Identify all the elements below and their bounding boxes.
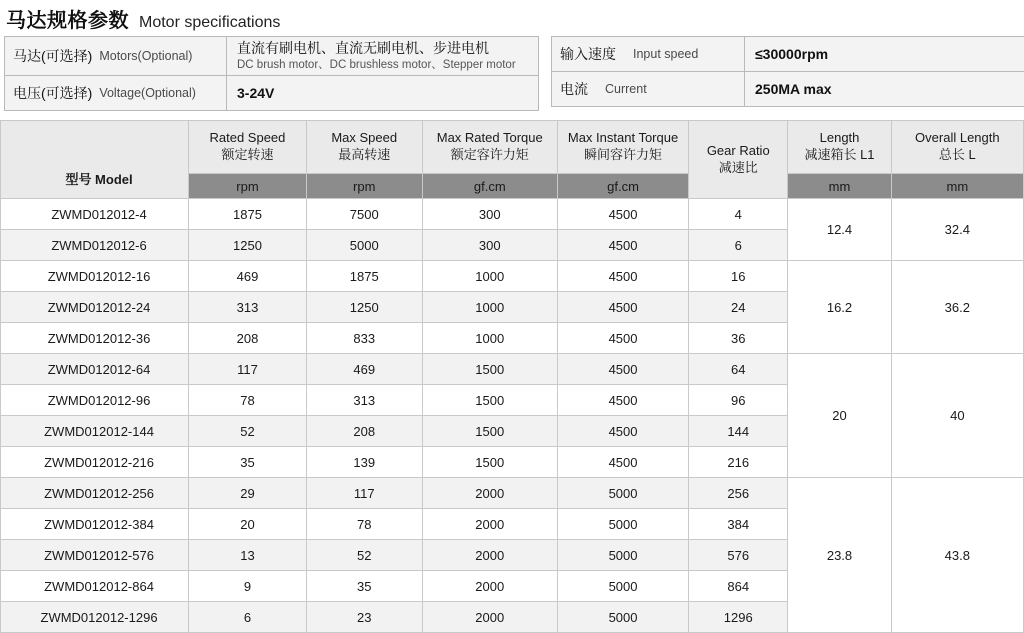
table-row <box>1 199 1024 230</box>
spec-value-input-speed: ≤30000rpm <box>755 46 829 62</box>
column-header-max-rated-torque-cn: 额定容许力矩 <box>450 147 529 162</box>
cell-gear-ratio: 16 <box>689 261 788 292</box>
cell-max-rated-torque: 300 <box>422 230 557 261</box>
cell-model: ZWMD012012-216 <box>1 447 189 478</box>
cell-max-rated-torque: 300 <box>422 199 557 230</box>
cell-model: ZWMD012012-16 <box>1 261 189 292</box>
column-header-max-speed <box>306 121 422 174</box>
unit-max-speed: rpm <box>306 174 422 199</box>
column-header-max-speed-cn: 最高转速 <box>338 147 391 162</box>
column-header-max-rated-torque-en: Max Rated Torque <box>436 130 543 146</box>
cell-gear-ratio: 6 <box>689 230 788 261</box>
spec-table-right <box>551 36 1024 107</box>
cell-max-speed: 833 <box>306 323 422 354</box>
cell-max-instant-torque: 5000 <box>557 571 688 602</box>
cell-gear-ratio: 64 <box>689 354 788 385</box>
cell-max-rated-torque: 1000 <box>422 292 557 323</box>
spec-value-motors-cn: 直流有刷电机、直流无刷电机、步进电机 <box>237 40 489 56</box>
cell-max-instant-torque: 5000 <box>557 478 688 509</box>
cell-max-rated-torque: 1500 <box>422 354 557 385</box>
cell-max-rated-torque: 2000 <box>422 478 557 509</box>
cell-max-instant-torque: 4500 <box>557 292 688 323</box>
cell-max-rated-torque: 2000 <box>422 571 557 602</box>
unit-length: mm <box>788 174 891 199</box>
cell-max-instant-torque: 4500 <box>557 199 688 230</box>
cell-max-rated-torque: 1500 <box>422 416 557 447</box>
column-header-length-cn: 减速箱长 L1 <box>804 147 875 162</box>
cell-rated-speed: 1250 <box>189 230 307 261</box>
column-header-overall-length-en: Overall Length <box>915 130 1000 146</box>
cell-rated-speed: 20 <box>189 509 307 540</box>
cell-rated-speed: 117 <box>189 354 307 385</box>
cell-length: 12.4 <box>788 199 891 261</box>
column-header-max-rated-torque <box>422 121 557 174</box>
column-header-max-instant-torque <box>557 121 688 174</box>
spec-label-motors <box>5 37 227 75</box>
cell-max-instant-torque: 5000 <box>557 540 688 571</box>
spec-label-input-speed-cn: 输入速度 <box>560 46 616 62</box>
cell-model: ZWMD012012-24 <box>1 292 189 323</box>
cell-model: ZWMD012012-864 <box>1 571 189 602</box>
column-header-overall-length <box>891 121 1023 174</box>
cell-model: ZWMD012012-576 <box>1 540 189 571</box>
cell-length: 16.2 <box>788 261 891 354</box>
cell-overall-length: 36.2 <box>891 261 1023 354</box>
column-header-max-speed-en: Max Speed <box>331 130 398 146</box>
spec-row-voltage <box>5 76 538 111</box>
table-header-row-titles <box>1 121 1024 174</box>
cell-rated-speed: 469 <box>189 261 307 292</box>
unit-max-instant-torque: gf.cm <box>557 174 688 199</box>
cell-max-speed: 313 <box>306 385 422 416</box>
cell-model: ZWMD012012-144 <box>1 416 189 447</box>
column-header-model: 型号 Model <box>1 121 189 199</box>
cell-max-instant-torque: 5000 <box>557 602 688 633</box>
cell-max-speed: 7500 <box>306 199 422 230</box>
cell-max-instant-torque: 5000 <box>557 509 688 540</box>
cell-gear-ratio: 24 <box>689 292 788 323</box>
spec-label-motors-en: Motors(Optional) <box>99 48 193 63</box>
column-header-max-instant-torque-cn: 瞬间容许力矩 <box>584 147 663 162</box>
table-row <box>1 478 1024 509</box>
cell-gear-ratio: 144 <box>689 416 788 447</box>
cell-length: 23.8 <box>788 478 891 633</box>
cell-max-rated-torque: 1500 <box>422 447 557 478</box>
cell-model: ZWMD012012-6 <box>1 230 189 261</box>
spec-row-input-speed <box>552 37 1024 72</box>
cell-gear-ratio: 864 <box>689 571 788 602</box>
spec-table-left <box>4 36 539 111</box>
spec-label-voltage <box>5 76 227 110</box>
column-header-length-en: Length <box>819 130 860 146</box>
column-header-gear-ratio-en: Gear Ratio <box>706 142 770 158</box>
motor-model-table <box>0 120 1024 633</box>
cell-gear-ratio: 216 <box>689 447 788 478</box>
spec-value-voltage: 3-24V <box>237 84 275 101</box>
cell-gear-ratio: 576 <box>689 540 788 571</box>
column-header-gear-ratio <box>689 121 788 199</box>
cell-max-instant-torque: 4500 <box>557 416 688 447</box>
cell-max-rated-torque: 2000 <box>422 602 557 633</box>
cell-max-speed: 208 <box>306 416 422 447</box>
cell-max-speed: 23 <box>306 602 422 633</box>
unit-rated-speed: rpm <box>189 174 307 199</box>
cell-max-speed: 469 <box>306 354 422 385</box>
cell-max-speed: 117 <box>306 478 422 509</box>
cell-overall-length: 40 <box>891 354 1023 478</box>
spec-label-current-cn: 电流 <box>560 81 588 97</box>
cell-max-instant-torque: 4500 <box>557 230 688 261</box>
cell-max-instant-torque: 4500 <box>557 385 688 416</box>
cell-rated-speed: 208 <box>189 323 307 354</box>
cell-max-speed: 1875 <box>306 261 422 292</box>
cell-model: ZWMD012012-64 <box>1 354 189 385</box>
table-body <box>1 199 1024 633</box>
table-row <box>1 261 1024 292</box>
column-header-max-instant-torque-en: Max Instant Torque <box>567 130 679 146</box>
cell-max-speed: 52 <box>306 540 422 571</box>
cell-gear-ratio: 1296 <box>689 602 788 633</box>
spec-label-input-speed <box>552 37 745 71</box>
cell-rated-speed: 13 <box>189 540 307 571</box>
cell-length: 20 <box>788 354 891 478</box>
cell-gear-ratio: 384 <box>689 509 788 540</box>
cell-gear-ratio: 36 <box>689 323 788 354</box>
column-header-rated-speed-en: Rated Speed <box>209 130 286 146</box>
page-title-en: Motor specifications <box>139 14 281 31</box>
cell-gear-ratio: 4 <box>689 199 788 230</box>
cell-max-instant-torque: 4500 <box>557 261 688 292</box>
unit-overall-length: mm <box>891 174 1023 199</box>
unit-max-rated-torque: gf.cm <box>422 174 557 199</box>
spec-label-current-en: Current <box>605 82 647 96</box>
cell-model: ZWMD012012-256 <box>1 478 189 509</box>
spec-row-motors <box>5 37 538 76</box>
cell-model: ZWMD012012-384 <box>1 509 189 540</box>
cell-max-rated-torque: 1000 <box>422 323 557 354</box>
cell-model: ZWMD012012-36 <box>1 323 189 354</box>
cell-rated-speed: 9 <box>189 571 307 602</box>
spec-row-current <box>552 72 1024 107</box>
cell-model: ZWMD012012-1296 <box>1 602 189 633</box>
cell-rated-speed: 35 <box>189 447 307 478</box>
cell-max-speed: 139 <box>306 447 422 478</box>
cell-overall-length: 32.4 <box>891 199 1023 261</box>
column-header-overall-length-cn: 总长 L <box>938 147 976 162</box>
page-title-cn: 马达规格参数 <box>6 10 129 32</box>
cell-model: ZWMD012012-96 <box>1 385 189 416</box>
cell-rated-speed: 1875 <box>189 199 307 230</box>
spec-label-input-speed-en: Input speed <box>633 47 699 61</box>
cell-max-instant-torque: 4500 <box>557 323 688 354</box>
cell-max-speed: 78 <box>306 509 422 540</box>
cell-max-instant-torque: 4500 <box>557 354 688 385</box>
cell-rated-speed: 78 <box>189 385 307 416</box>
spec-label-voltage-en: Voltage(Optional) <box>99 85 196 100</box>
table-row <box>1 354 1024 385</box>
cell-rated-speed: 52 <box>189 416 307 447</box>
cell-max-speed: 1250 <box>306 292 422 323</box>
cell-max-rated-torque: 2000 <box>422 509 557 540</box>
cell-gear-ratio: 256 <box>689 478 788 509</box>
spec-value-motors <box>227 37 538 75</box>
column-header-rated-speed-cn: 额定转速 <box>221 147 274 162</box>
cell-rated-speed: 29 <box>189 478 307 509</box>
spec-label-current <box>552 72 745 106</box>
spec-value-current: 250MA max <box>755 81 832 97</box>
cell-max-rated-torque: 1000 <box>422 261 557 292</box>
cell-max-rated-torque: 1500 <box>422 385 557 416</box>
cell-overall-length: 43.8 <box>891 478 1023 633</box>
column-header-rated-speed <box>189 121 307 174</box>
cell-max-instant-torque: 4500 <box>557 447 688 478</box>
cell-max-rated-torque: 2000 <box>422 540 557 571</box>
spec-value-motors-en: DC brush motor、DC brushless motor、Stepper motor <box>237 58 516 71</box>
cell-rated-speed: 313 <box>189 292 307 323</box>
page-title <box>6 4 280 33</box>
cell-max-speed: 5000 <box>306 230 422 261</box>
cell-max-speed: 35 <box>306 571 422 602</box>
cell-gear-ratio: 96 <box>689 385 788 416</box>
column-header-length <box>788 121 891 174</box>
cell-model: ZWMD012012-4 <box>1 199 189 230</box>
column-header-gear-ratio-cn: 减速比 <box>718 159 758 175</box>
spec-label-motors-cn: 马达(可选择) <box>13 47 93 64</box>
cell-rated-speed: 6 <box>189 602 307 633</box>
spec-label-voltage-cn: 电压(可选择) <box>13 84 93 101</box>
